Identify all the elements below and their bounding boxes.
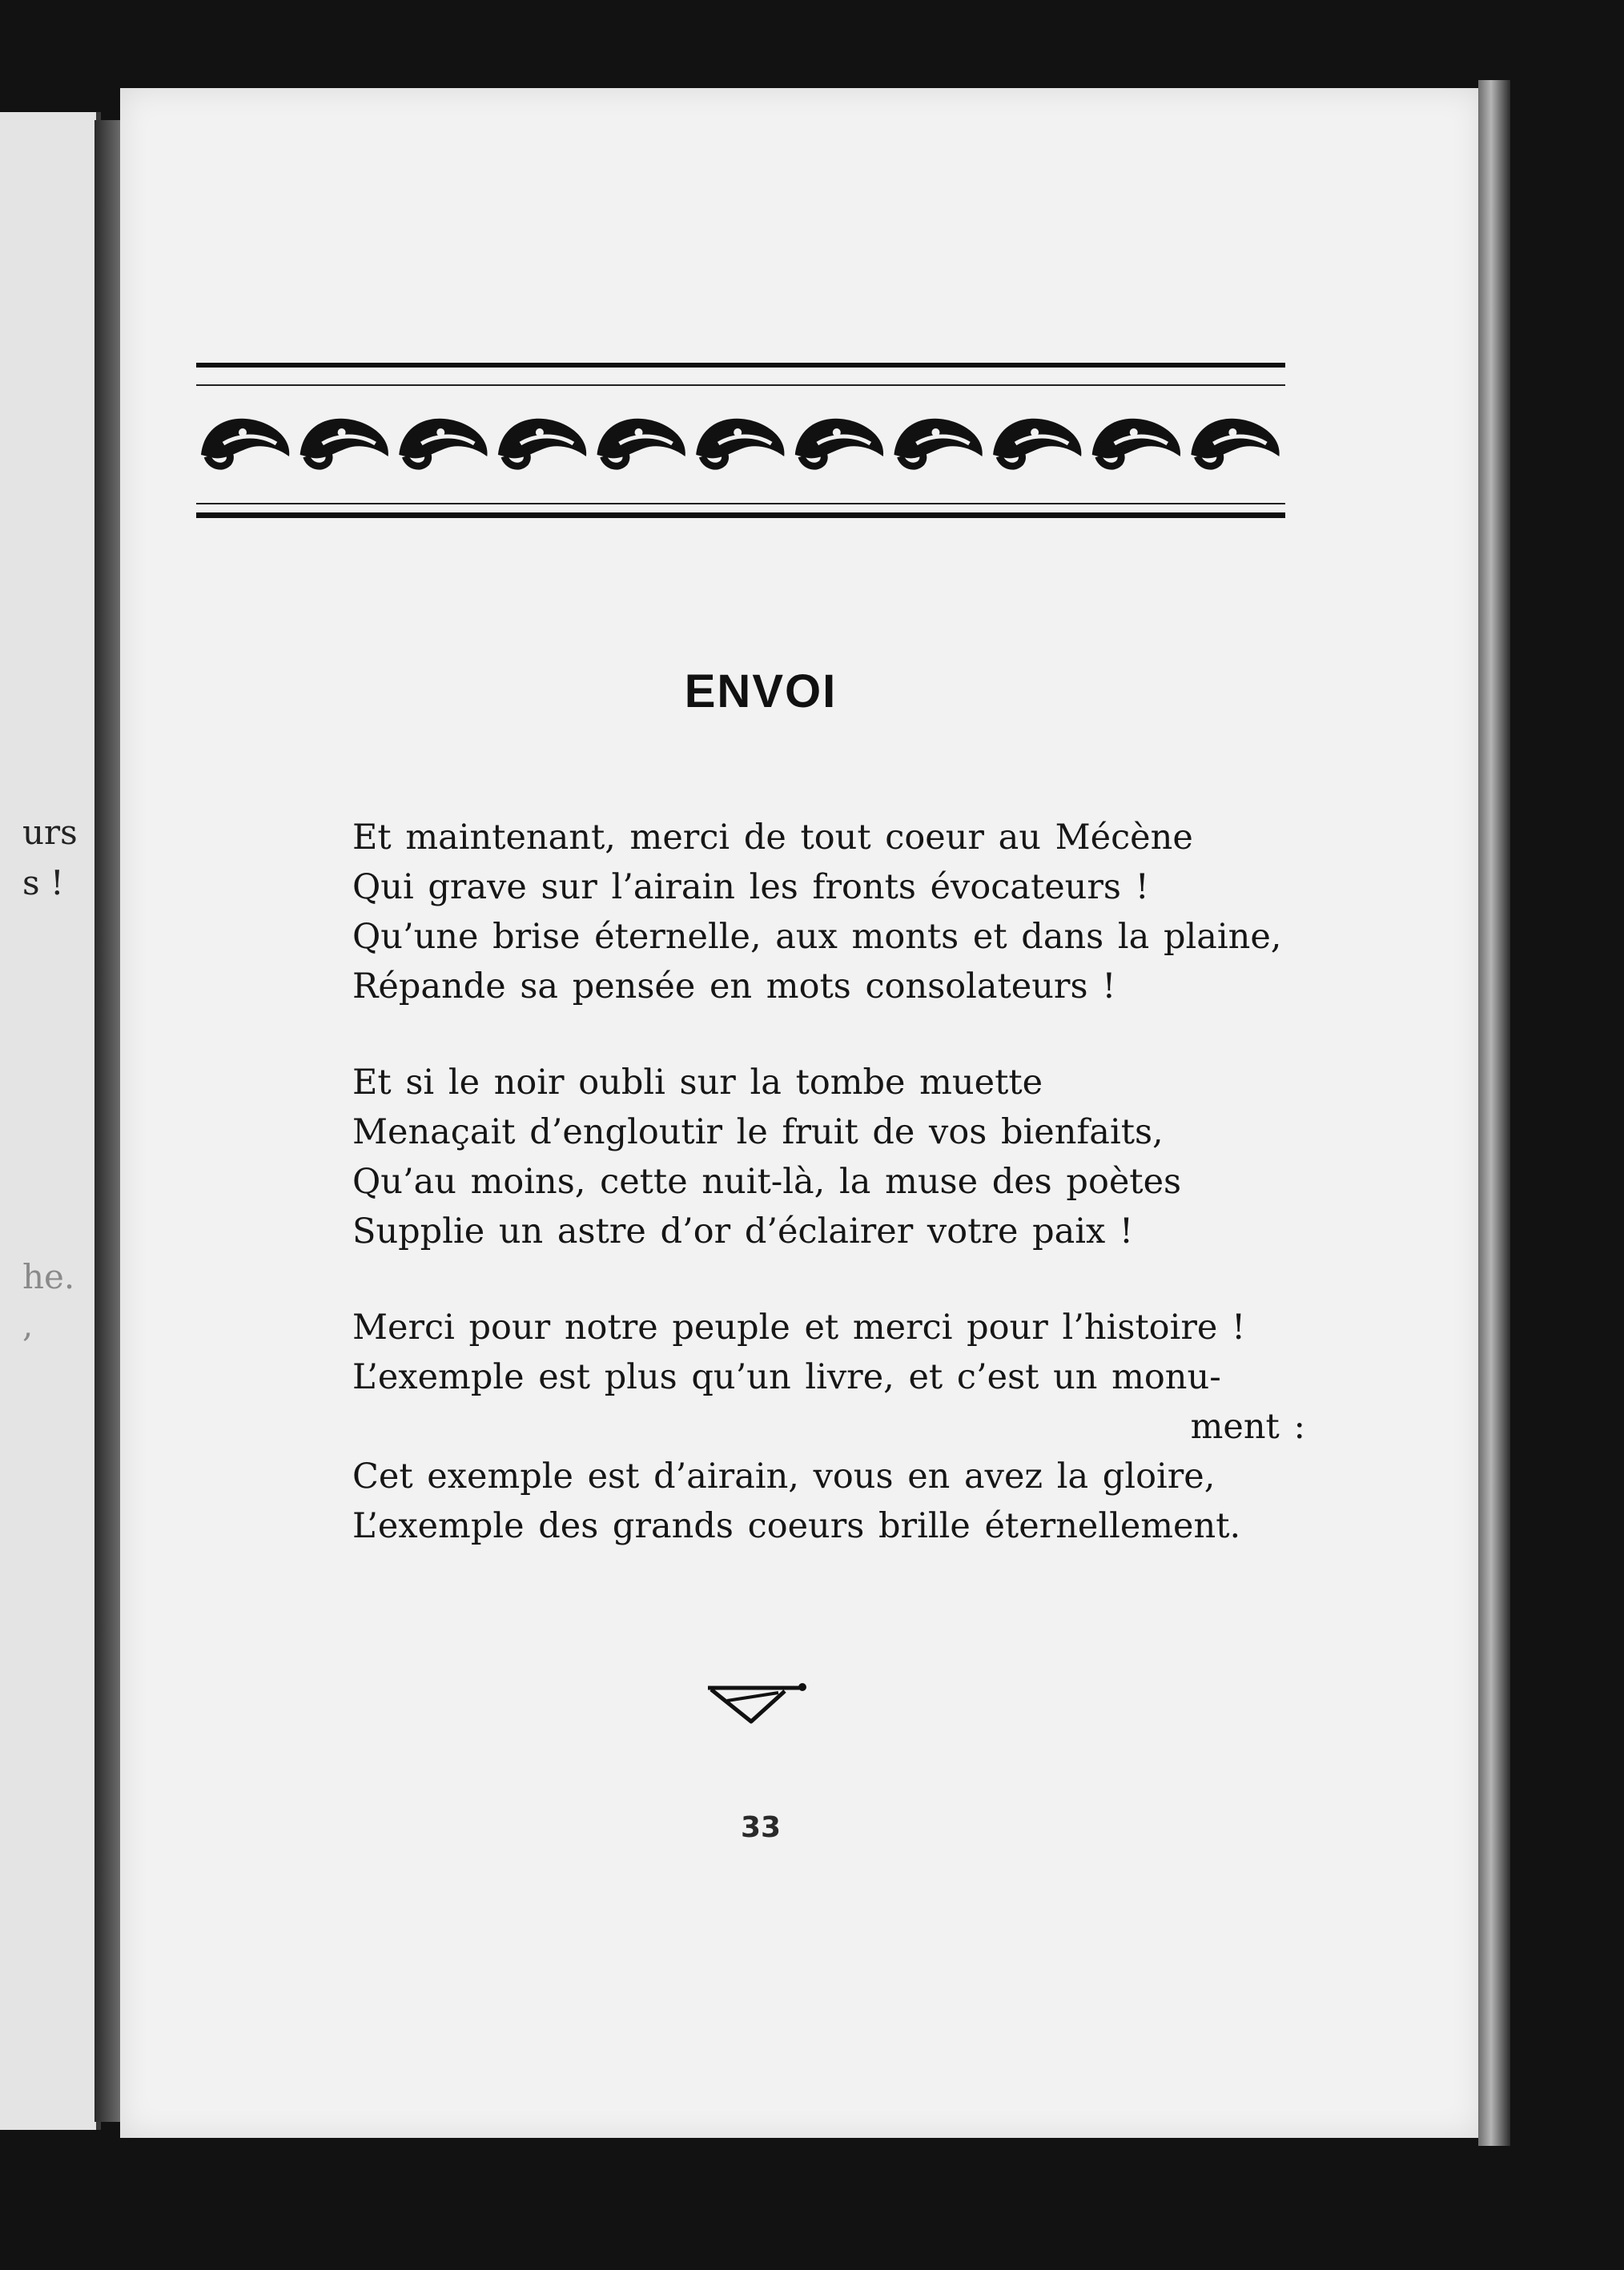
leaf-scroll-motif: [696, 419, 784, 466]
leaf-scroll-motif: [993, 419, 1081, 466]
leaf-scroll-motif: [399, 419, 487, 466]
top-rules: [196, 363, 1285, 386]
tailpiece-ornament: [705, 1681, 809, 1730]
verse-line: L’exemple des grands coeurs brille éternellement.: [352, 1506, 1241, 1546]
verse-line: Menaçait d’engloutir le fruit de vos bienfaits,: [352, 1112, 1164, 1152]
poem-title: ENVOI: [684, 665, 838, 717]
verse-line: Et si le noir oubli sur la tombe muette: [352, 1063, 1043, 1103]
previous-page-fragment: he.: [22, 1257, 75, 1296]
leaf-vine-ornament: [201, 419, 1280, 466]
leaf-scroll-motif: [498, 419, 586, 466]
verse-line: Supplie un astre d’or d’éclairer votre paix !: [352, 1211, 1134, 1252]
leaf-scroll-motif: [597, 419, 685, 466]
leaf-scroll-motif: [894, 419, 982, 466]
stanza-2: [352, 1058, 1305, 1256]
bottom-rules: [196, 503, 1285, 518]
leaf-scroll-motif: [1191, 419, 1279, 466]
previous-page-fragment: ,: [22, 1305, 34, 1344]
verse-line: Qui grave sur l’airain les fronts évocateurs !: [352, 867, 1149, 907]
verse-line: Qu’au moins, cette nuit-là, la muse des poètes: [352, 1162, 1182, 1202]
leaf-scroll-motif: [201, 419, 289, 466]
poem-body: [352, 813, 1305, 1551]
verse-line: Merci pour notre peuple et merci pour l’histoire !: [352, 1308, 1246, 1348]
previous-page-fragment: s !: [22, 863, 64, 902]
stanza-3: [352, 1303, 1305, 1551]
verse-line: Cet exemple est d’airain, vous en avez la gloire,: [352, 1456, 1216, 1497]
verse-line: Répande sa pensée en mots consolateurs !: [352, 966, 1116, 1006]
verse-line: L’exemple est plus qu’un livre, et c’est un monu-: [352, 1357, 1221, 1397]
verse-line: Et maintenant, merci de tout coeur au Mécène: [352, 818, 1193, 858]
leaf-scroll-motif: [300, 419, 388, 466]
verse-line-continuation: ment :: [1190, 1407, 1305, 1447]
leaf-scroll-motif: [795, 419, 883, 466]
verse-line: Qu’une brise éternelle, aux monts et dans la plaine,: [352, 917, 1282, 957]
leaf-scroll-motif: [1092, 419, 1180, 466]
page-number: 33: [740, 1811, 782, 1844]
ornamental-header-band: [196, 360, 1285, 520]
stanza-1: [352, 813, 1305, 1011]
previous-page-fragment: urs: [22, 813, 78, 852]
